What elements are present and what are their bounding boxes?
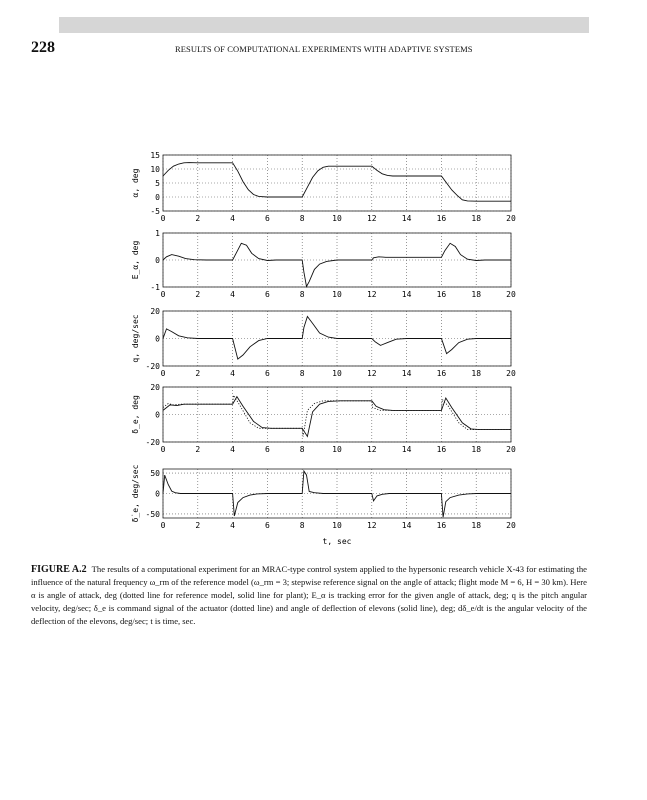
x-tick-label: 16 xyxy=(436,290,447,299)
series-line-1 xyxy=(163,317,511,360)
x-tick-label: 12 xyxy=(366,445,377,454)
x-tick-label: 4 xyxy=(230,521,236,530)
x-tick-label: 20 xyxy=(506,521,516,530)
x-tick-label: 2 xyxy=(195,290,201,299)
x-tick-label: 10 xyxy=(332,214,342,223)
x-tick-label: 20 xyxy=(506,214,516,223)
x-tick-label: 16 xyxy=(436,369,447,378)
x-tick-label: 16 xyxy=(436,521,447,530)
series-line-1 xyxy=(163,471,511,517)
y-tick-label: 0 xyxy=(155,410,160,420)
y-tick-label: 5 xyxy=(155,179,160,188)
y-tick-label: 50 xyxy=(150,469,160,479)
x-tick-label: 0 xyxy=(160,369,166,378)
x-tick-label: 10 xyxy=(332,445,342,454)
x-tick-label: 0 xyxy=(160,214,166,223)
y-tick-label: -20 xyxy=(145,438,160,447)
y-tick-label: 15 xyxy=(150,151,160,160)
x-tick-label: 8 xyxy=(299,290,305,299)
x-tick-label: 0 xyxy=(160,521,166,530)
x-tick-label: 4 xyxy=(230,445,236,454)
panel-3 xyxy=(131,307,516,378)
x-tick-label: 2 xyxy=(195,445,201,454)
x-tick-label: 12 xyxy=(366,521,377,530)
y-tick-label: -20 xyxy=(145,362,160,371)
y-axis-label: δ_e, deg xyxy=(131,395,140,434)
x-tick-label: 8 xyxy=(299,521,305,530)
x-tick-label: 4 xyxy=(230,290,236,299)
panel-5 xyxy=(131,464,516,546)
x-tick-label: 0 xyxy=(160,445,166,454)
x-tick-label: 14 xyxy=(401,445,412,454)
x-tick-label: 14 xyxy=(401,369,412,378)
x-tick-label: 8 xyxy=(299,214,305,223)
x-tick-label: 18 xyxy=(471,521,482,530)
x-tick-label: 6 xyxy=(264,290,270,299)
x-tick-label: 4 xyxy=(230,369,236,378)
y-tick-label: -5 xyxy=(150,207,160,216)
x-tick-label: 20 xyxy=(506,369,516,378)
y-tick-label: 10 xyxy=(150,165,160,174)
page-number: 228 xyxy=(31,39,55,56)
y-axis-label: q, deg/sec xyxy=(131,314,140,363)
x-tick-label: 14 xyxy=(401,521,412,530)
x-tick-label: 20 xyxy=(506,290,516,299)
figure-caption xyxy=(31,563,587,628)
x-tick-label: 2 xyxy=(195,214,201,223)
x-tick-label: 4 xyxy=(230,214,236,223)
x-tick-label: 8 xyxy=(299,369,305,378)
figure-caption-text: The results of a computational experiment for an MRAC-type control system applied to the hypersonic research vehicle X-43 for estimating the influence of the natural frequency ω_rm of the reference model (ω_rm = 3; stepwise reference signal on the angle of attack; flight mode M = 6, H = 30 km). Here α is angle of attack, deg (dotted line for reference model, solid line for plant); E_α is tracking error for the given angle of attack, deg; q is the pitch angular velocity, deg/sec; δ_e is command signal of the actuator (dotted line) and angle of deflection of elevons (solid line), deg; dδ_e/dt is the angular velocity of the deflection of the elevons, deg/sec; t is time, sec. xyxy=(31,564,587,626)
y-tick-label: 0 xyxy=(155,256,160,265)
y-tick-label: 20 xyxy=(150,383,160,392)
x-tick-label: 16 xyxy=(436,214,447,223)
y-tick-label: 0 xyxy=(155,489,160,499)
x-tick-label: 16 xyxy=(436,445,447,454)
y-axis-label: E_α, deg xyxy=(131,240,140,280)
y-tick-label: 0 xyxy=(155,334,160,344)
x-tick-label: 20 xyxy=(506,445,516,454)
panel-4 xyxy=(131,383,516,454)
panel-2 xyxy=(131,229,516,299)
running-head: RESULTS OF COMPUTATIONAL EXPERIMENTS WITH ADAPTIVE SYSTEMS xyxy=(175,44,473,54)
x-tick-label: 2 xyxy=(195,369,201,378)
series-line-1 xyxy=(163,395,511,436)
x-tick-label: 10 xyxy=(332,290,342,299)
x-tick-label: 10 xyxy=(332,521,342,530)
x-tick-label: 6 xyxy=(264,521,270,530)
x-tick-label: 12 xyxy=(366,214,377,223)
x-tick-label: 18 xyxy=(471,369,482,378)
x-tick-label: 6 xyxy=(264,214,270,223)
x-tick-label: 14 xyxy=(401,290,412,299)
y-axis-label: α, deg xyxy=(131,168,140,198)
x-tick-label: 6 xyxy=(264,445,270,454)
y-tick-label: 20 xyxy=(150,307,160,316)
y-axis-label: δ̇_e, deg/sec xyxy=(131,464,140,523)
x-tick-label: 0 xyxy=(160,290,166,299)
figure-label: FIGURE A.2 xyxy=(31,564,87,575)
panel-1 xyxy=(131,151,516,223)
x-axis-label: t, sec xyxy=(322,537,352,546)
series-line-1 xyxy=(163,163,511,202)
y-tick-label: -50 xyxy=(145,509,160,519)
x-tick-label: 18 xyxy=(471,290,482,299)
x-tick-label: 10 xyxy=(332,369,342,378)
x-tick-label: 8 xyxy=(299,445,305,454)
x-tick-label: 18 xyxy=(471,445,482,454)
x-tick-label: 18 xyxy=(471,214,482,223)
x-tick-label: 14 xyxy=(401,214,412,223)
x-tick-label: 6 xyxy=(264,369,270,378)
x-tick-label: 2 xyxy=(195,521,201,530)
series-line-1 xyxy=(163,243,511,286)
x-tick-label: 12 xyxy=(366,290,377,299)
y-tick-label: 0 xyxy=(155,193,160,202)
y-tick-label: 1 xyxy=(155,229,160,238)
x-tick-label: 12 xyxy=(366,369,377,378)
y-tick-label: -1 xyxy=(150,283,160,292)
